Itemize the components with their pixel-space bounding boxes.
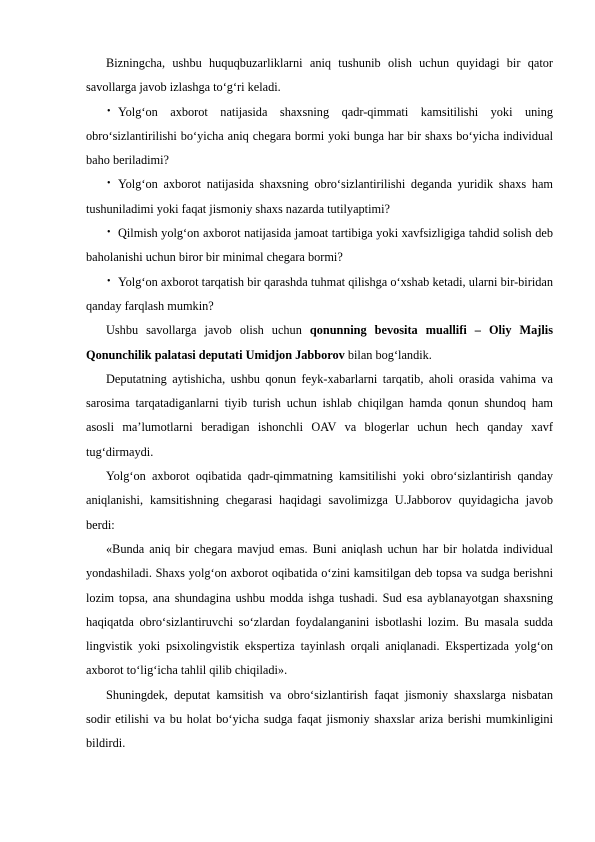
question-text: Yolg‘on axborot tarqatish bir qarashda tuhmat qilishga o‘xshab ketadi, ularni bir-biridan qanday farqlash mumkin? — [86, 274, 553, 313]
question-lead-paragraph: Yolg‘on axborot oqibatida qadr-qimmatning kamsitilishi yoki obro‘sizlantirish qanday aniqlanishi, kamsitishning chegarasi haqidagi savolimizga U.Jabborov quyidagicha javob berdi: — [86, 469, 553, 532]
answer-intro-tail: bilan bog‘landik. — [344, 347, 432, 362]
document-page — [86, 51, 553, 756]
intro-paragraph: Bizningcha, ushbu huquqbuzarliklarni aniq tushunib olish uchun quyidagi bir qator savollarga javob izlashga to‘g‘ri keladi. — [86, 56, 553, 95]
question-item-2 — [86, 172, 553, 221]
bullet-icon: • — [107, 105, 111, 117]
answer-intro-text: Ushbu savollarga javob olish uchun — [106, 323, 310, 338]
question-item-3 — [86, 221, 553, 270]
answer-intro-paragraph — [86, 318, 553, 367]
question-text: Yolg‘on axborot natijasida shaxsning obro‘sizlantirilishi deganda yuridik shaxs ham tushuniladimi yoki faqat jismoniy shaxs nazarda tutilyaptimi? — [86, 177, 553, 216]
bullet-icon: • — [107, 178, 111, 190]
question-item-1 — [86, 100, 553, 173]
deputy-name-bold: qonunning bevosita muallifi – Oliy Majlis Qonunchilik palatasi deputati Umidjon Jabborov — [86, 323, 553, 362]
question-item-4 — [86, 270, 553, 319]
conclusion-paragraph: Shuningdek, deputat kamsitish va obro‘sizlantirish faqat jismoniy shaxslarga nisbatan sodir etilishi va bu holat bo‘yicha sudga faqat jismoniy shaxslar ariza berishi mumkinligini bildirdi. — [86, 687, 553, 751]
deputy-view-paragraph: Deputatning aytishicha, ushbu qonun feyk-xabarlarni tarqatib, aholi orasida vahima va sarosima tarqatadiganlarni tiyib turish uchun ishlab chiqilgan hamda qonun shundoq ham asosli ma’lumotlarni beradigan ishonchli OAV va blogerlar uchun hech qanday xavf tug‘dirmaydi. — [86, 371, 553, 459]
bullet-icon: • — [107, 227, 111, 239]
question-text: Yolg‘on axborot natijasida shaxsning qadr-qimmati kamsitilishi yoki uning obro‘sizlantirilishi bo‘yicha aniq chegara bormi yoki bunga har bir shaxs bo‘yicha individual baho beriladimi? — [86, 104, 553, 168]
quote-paragraph: «Bunda aniq bir chegara mavjud emas. Buni aniqlash uchun har bir holatda individual yondashiladi. Shaxs yolg‘on axborot oqibatida o‘zini kamsitilgan deb topsa va sudga berishni lozim topsa, ana shundagina ushbu modda ishga tushadi. Sud esa ayblanayotgan shaxsning haqiqatda obro‘sizlantiruvchi so‘zlardan foydalanganini isbotlashi lozim. Bu masala sudda lingvistik yoki psixolingvistik ekspertiza tayinlash orqali aniqlanadi. Ekspertizada yolg‘on axborot to‘lig‘icha tahlil qilib chiqiladi». — [86, 541, 553, 678]
bullet-icon: • — [107, 275, 111, 287]
question-text: Qilmish yolg‘on axborot natijasida jamoat tartibiga yoki xavfsizligiga tahdid solish deb baholanishi uchun biror bir minimal chegara bormi? — [86, 226, 553, 265]
